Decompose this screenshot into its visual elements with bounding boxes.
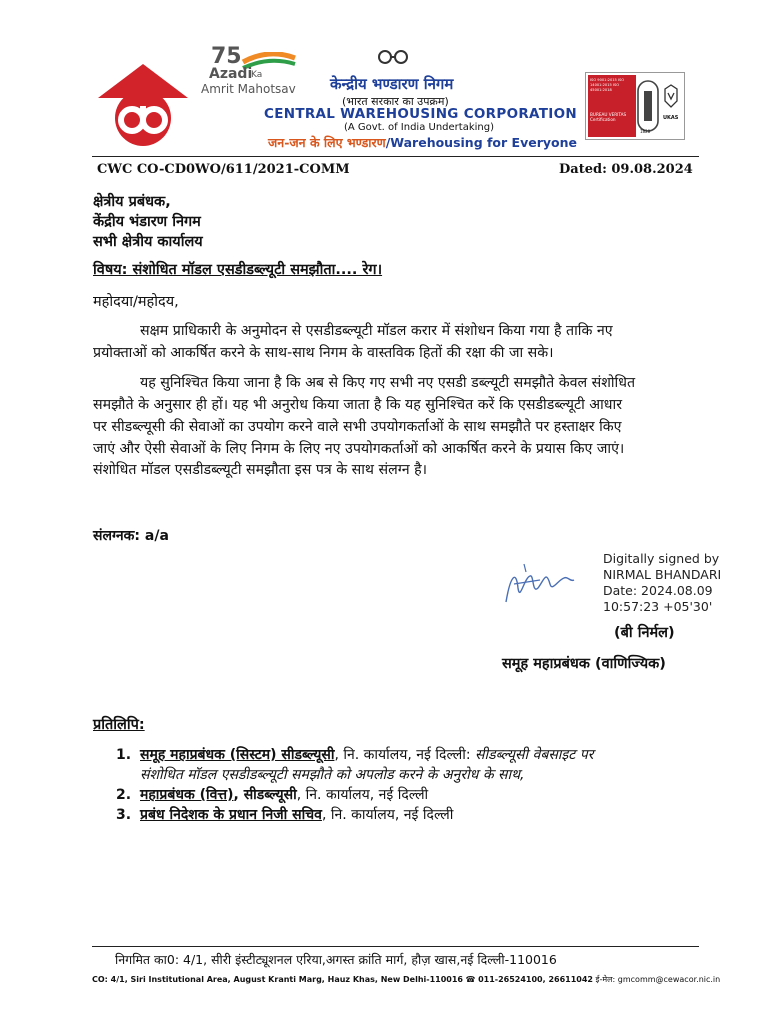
digital-signature-block: Digitally signed by NIRMAL BHANDARI Date: 2024.08.09 10:57:23 +05'30' — [603, 551, 722, 614]
swachh-bharat-glasses-icon — [376, 48, 410, 64]
reference-number: CWC CO-CD0WO/611/2021-COMM — [97, 162, 350, 177]
body-paragraph-3: संशोधित मॉडल एसडीडब्ल्यूटी समझौता इस पत्र के साथ संलग्न है। — [93, 462, 428, 478]
footer-english-address: CO: 4/1, Siri Institutional Area, August Kranti Marg, Hauz Khas, New Delhi-110016 ☎ 011-26524100, 26611042 ई-मेल: gmcomm@cewacor.nic.in — [92, 975, 721, 984]
org-name-english: CENTRAL WAREHOUSING CORPORATION — [264, 106, 577, 122]
org-name-hindi: केन्द्रीय भण्डारण निगम — [330, 75, 454, 93]
copy-list — [116, 745, 593, 825]
salutation: महोदया/महोदय, — [93, 294, 179, 310]
phone-icon: ☎ — [465, 975, 476, 984]
org-subtitle-hindi: (भारत सरकार का उपक्रम) — [342, 95, 449, 108]
header-divider — [92, 156, 699, 157]
tagline: जन-जन के लिए भण्डारण/Warehousing for Everyone — [268, 135, 577, 150]
body-paragraph-2: यह सुनिश्चित किया जाना है कि अब से किए गए सभी नए एसडी डब्ल्यूटी समझौते केवल संशोधित समझौते के अनुसार ही हों। यह भी अनुरोध किया जाता है कि यह सुनिश्चित करें कि एसडीडब्ल्यूटी आधार पर सीडब्ल्यूसी की सेवाओं का उपयोग करने वाले सभी उपयोगकर्ताओं के साथ समझौते पर हस्ताक्षर किए जाएं और ऐसी सेवाओं के लिए निगम के लिए नए उपयोगकर्ताओं को आकर्षित करने के प्रयास किए जाएं। — [93, 375, 636, 457]
addressee-line: केंद्रीय भंडारण निगम — [93, 214, 201, 230]
org-subtitle-english: (A Govt. of India Undertaking) — [344, 122, 494, 133]
copy-item: 2. महाप्रबंधक (वित्त), सीडब्ल्यूसी, नि. कार्यालय, नई दिल्ली — [116, 787, 429, 803]
bv-seal-icon — [636, 79, 660, 135]
azadi-75: 75 — [211, 44, 242, 69]
footer-divider — [92, 946, 699, 947]
copy-item: 1. समूह महाप्रबंधक (सिस्टम) सीडब्ल्यूसी, नि. कार्यालय, नई दिल्ली: सीडब्ल्यूसी वेबसाइट पर — [116, 747, 594, 763]
copy-item: 3. प्रबंध निदेशक के प्रधान निजी सचिव, नि. कार्यालय, नई दिल्ली — [116, 807, 454, 823]
handwritten-signature — [500, 558, 578, 610]
footer-hindi-address: निगमित का0: 4/1, सीरी इंस्टीट्यूशनल एरिया,अगस्त क्रांति मार्ग, हौज़ खास,नई दिल्ली-110016 — [115, 952, 557, 967]
dated: Dated: 09.08.2024 — [559, 162, 693, 177]
footer-email: gmcomm@cewacor.nic.in — [617, 975, 721, 984]
signatory-name: (बी निर्मल) — [614, 625, 675, 641]
ukas-crown-icon — [662, 83, 680, 113]
addressee-line: क्षेत्रीय प्रबंधक, — [93, 194, 171, 210]
cwc-logo — [96, 62, 190, 150]
addressee-line: सभी क्षेत्रीय कार्यालय — [93, 234, 203, 250]
bureau-veritas-certification-logo: ISO 9001:2015 ISO 14001:2015 ISO 45001:2018 BUREAU VERITAS Certification 1828 UKAS — [585, 72, 685, 140]
body-paragraph-1: सक्षम प्राधिकारी के अनुमोदन से एसडीडब्ल्यूटी मॉडल करार में संशोधन किया गया है ताकि नए प्रयोक्ताओं को आकर्षित करने के साथ-साथ निगम के वास्तविक हितों की रक्षा की जा सके। — [93, 323, 613, 361]
azadi-ka-amrit-mahotsav-logo: 75 Azadi Ka Amrit Mahotsav — [201, 44, 296, 96]
copy-to-heading: प्रतिलिपि: — [93, 717, 145, 733]
signatory-designation: समूह महाप्रबंधक (वाणिज्यिक) — [502, 656, 666, 672]
subject: विषय: संशोधित मॉडल एसडीडब्ल्यूटी समझौता.... रेग। — [93, 262, 383, 278]
addressee-block — [93, 192, 203, 252]
copy-item-continuation: संशोधित मॉडल एसडीडब्ल्यूटी समझौते को अपलोड करने के अनुरोध के साथ, — [140, 767, 525, 783]
enclosure: संलग्नक: a/a — [93, 528, 169, 544]
